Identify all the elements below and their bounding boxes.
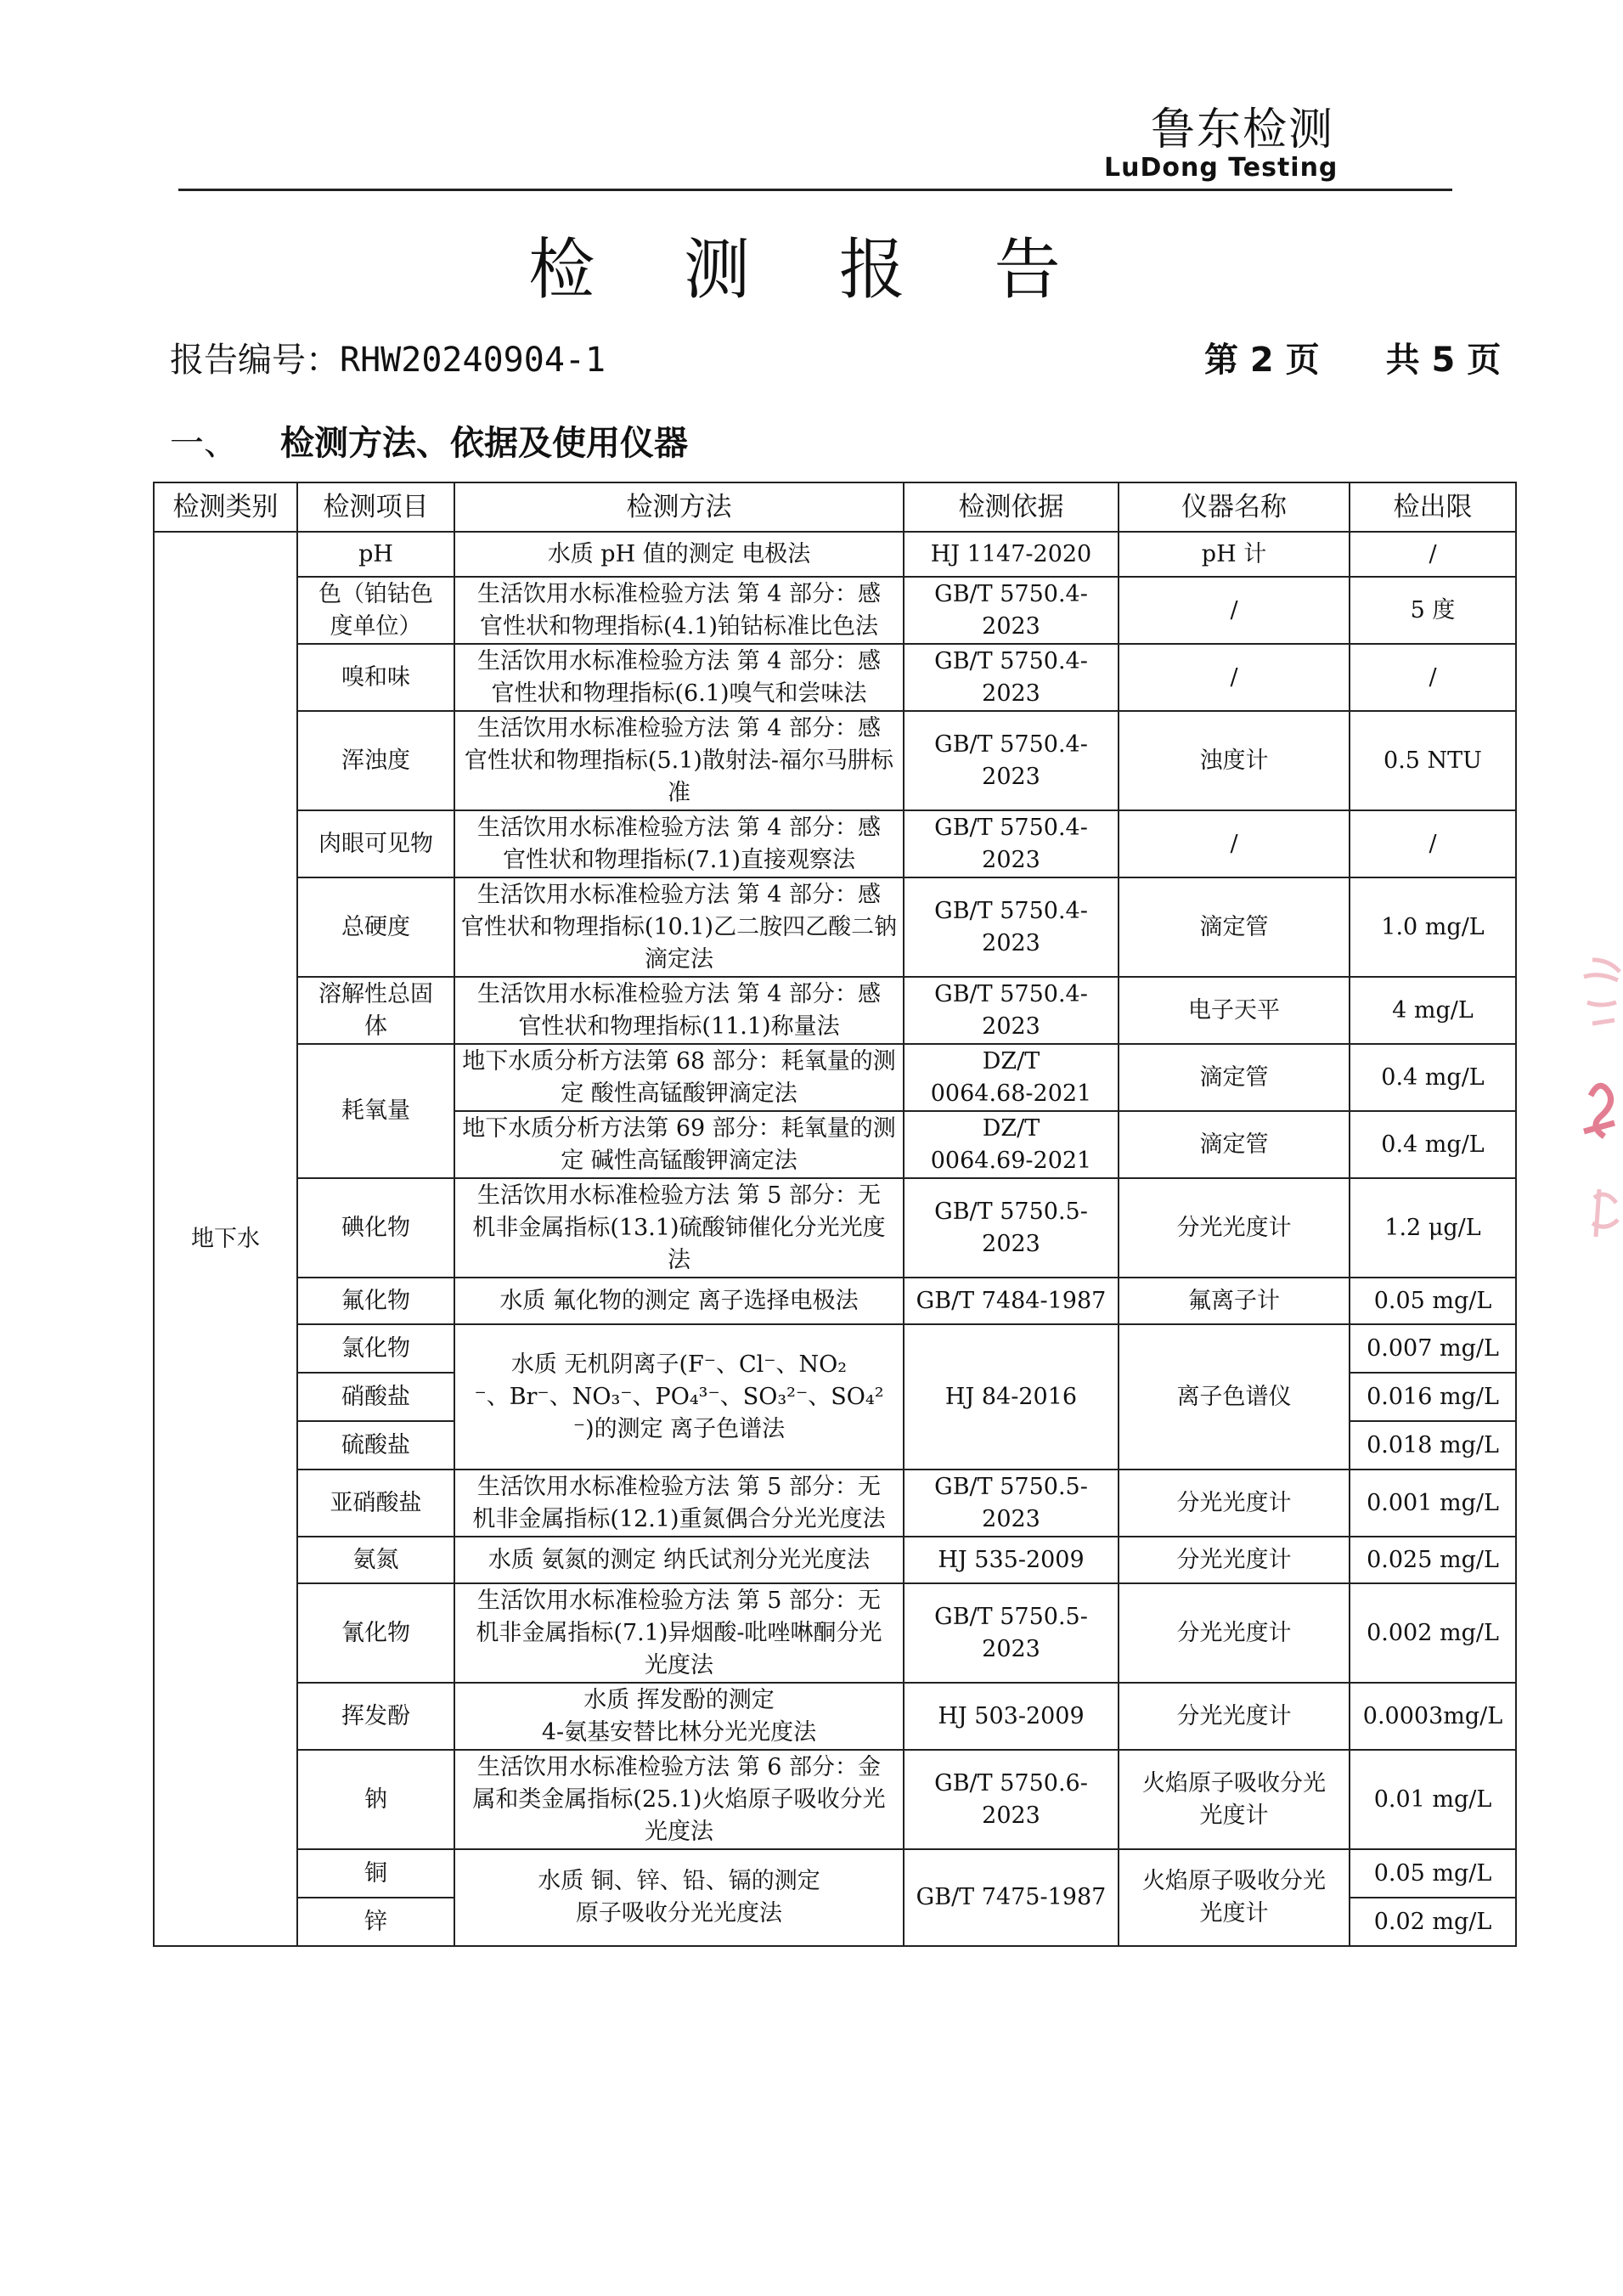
method-cell: 水质 无机阴离子(F⁻、Cl⁻、NO₂ ⁻、Br⁻、NO₃⁻、PO₄³⁻、SO₃²⁻、SO₄² ⁻)的测定 离子色谱法 [454, 1324, 904, 1470]
method-cell: 生活饮用水标准检验方法 第 4 部分：感 官性状和物理指标(7.1)直接观察法 [454, 810, 904, 877]
table-row [154, 532, 1516, 577]
limit-cell: 0.4 mg/L [1350, 1044, 1516, 1111]
table-row [154, 1470, 1516, 1537]
limit-cell: / [1350, 810, 1516, 877]
item-cell: 浑浊度 [297, 711, 454, 810]
item-cell: 碘化物 [297, 1178, 454, 1278]
table-row [154, 577, 1516, 644]
instrument-cell: 滴定管 [1119, 877, 1350, 977]
item-cell: pH [297, 532, 454, 577]
item-cell: 耗氧量 [297, 1044, 454, 1178]
table-row [154, 1178, 1516, 1278]
instrument-cell: / [1119, 810, 1350, 877]
current-page: 第 2 页 [1204, 341, 1320, 380]
table-row [154, 1750, 1516, 1849]
table-header-row [154, 482, 1516, 532]
column-header-instrument: 仪器名称 [1119, 482, 1350, 532]
instrument-cell: 分光光度计 [1119, 1470, 1350, 1537]
instrument-cell: 浊度计 [1119, 711, 1350, 810]
method-cell: 水质 氟化物的测定 离子选择电极法 [454, 1278, 904, 1324]
instrument-cell: pH 计 [1119, 532, 1350, 577]
standard-cell: GB/T 5750.4-2023 [904, 877, 1119, 977]
column-header-item: 检测项目 [297, 482, 454, 532]
methods-table [153, 482, 1517, 1947]
limit-cell: 0.0003mg/L [1350, 1683, 1516, 1750]
table-row [154, 1278, 1516, 1324]
report-number-value: RHW20240904-1 [340, 341, 606, 380]
header-divider [178, 189, 1452, 191]
table-row [154, 810, 1516, 877]
item-cell: 溶解性总固 体 [297, 977, 454, 1044]
item-cell: 总硬度 [297, 877, 454, 977]
table-row [154, 644, 1516, 711]
limit-cell: 0.05 mg/L [1350, 1278, 1516, 1324]
instrument-cell: 分光光度计 [1119, 1683, 1350, 1750]
item-cell: 铜 [297, 1849, 454, 1898]
standard-cell: GB/T 5750.5-2023 [904, 1470, 1119, 1537]
instrument-cell: 滴定管 [1119, 1111, 1350, 1178]
column-header-category: 检测类别 [154, 482, 297, 532]
limit-cell: 0.018 mg/L [1350, 1421, 1516, 1470]
brand-chinese-name: 鲁东检测 [1151, 104, 1335, 155]
limit-cell: 0.02 mg/L [1350, 1898, 1516, 1946]
standard-cell: GB/T 5750.6-2023 [904, 1750, 1119, 1849]
item-cell: 钠 [297, 1750, 454, 1849]
item-cell: 氰化物 [297, 1583, 454, 1683]
table-row [154, 1849, 1516, 1898]
table-row [154, 1583, 1516, 1683]
limit-cell: 0.01 mg/L [1350, 1750, 1516, 1849]
item-cell: 色（铂钴色 度单位） [297, 577, 454, 644]
standard-cell: HJ 1147-2020 [904, 532, 1119, 577]
method-cell: 生活饮用水标准检验方法 第 4 部分：感 官性状和物理指标(5.1)散射法-福尔马肼标准 [454, 711, 904, 810]
page-indicator [1204, 333, 1501, 381]
standard-cell: GB/T 5750.4-2023 [904, 711, 1119, 810]
table-row [154, 1683, 1516, 1750]
limit-cell: 0.007 mg/L [1350, 1324, 1516, 1373]
standard-cell: GB/T 5750.5-2023 [904, 1178, 1119, 1278]
method-cell: 水质 铜、锌、铅、镉的测定 原子吸收分光光度法 [454, 1849, 904, 1946]
standard-cell: DZ/T 0064.68-2021 [904, 1044, 1119, 1111]
item-cell: 亚硝酸盐 [297, 1470, 454, 1537]
table-row [154, 1044, 1516, 1111]
section-heading [170, 416, 688, 465]
standard-cell: GB/T 5750.4-2023 [904, 644, 1119, 711]
method-cell: 生活饮用水标准检验方法 第 6 部分：金 属和类金属指标(25.1)火焰原子吸收分光 光度法 [454, 1750, 904, 1849]
limit-cell: 0.016 mg/L [1350, 1373, 1516, 1421]
item-cell: 硝酸盐 [297, 1373, 454, 1421]
method-cell: 生活饮用水标准检验方法 第 4 部分：感 官性状和物理指标(6.1)嗅气和尝味法 [454, 644, 904, 711]
table-row [154, 1537, 1516, 1583]
item-cell: 氯化物 [297, 1324, 454, 1373]
brand-english-name: LuDong Testing [1104, 153, 1338, 183]
limit-cell: 0.002 mg/L [1350, 1583, 1516, 1683]
item-cell: 肉眼可见物 [297, 810, 454, 877]
method-cell: 地下水质分析方法第 69 部分：耗氧量的测 定 碱性高锰酸钾滴定法 [454, 1111, 904, 1178]
table-row [154, 1324, 1516, 1373]
instrument-cell: 分光光度计 [1119, 1583, 1350, 1683]
method-cell: 生活饮用水标准检验方法 第 4 部分：感 官性状和物理指标(10.1)乙二胺四乙酸二钠滴定法 [454, 877, 904, 977]
item-cell: 硫酸盐 [297, 1421, 454, 1470]
limit-cell: 1.0 mg/L [1350, 877, 1516, 977]
seal-stamp-fragment [1558, 943, 1623, 1266]
section-title: 检测方法、依据及使用仪器 [280, 424, 688, 463]
method-cell: 生活饮用水标准检验方法 第 5 部分：无 机非金属指标(12.1)重氮偶合分光光度法 [454, 1470, 904, 1537]
report-number [170, 333, 606, 381]
limit-cell: 0.001 mg/L [1350, 1470, 1516, 1537]
limit-cell: 5 度 [1350, 577, 1516, 644]
method-cell: 生活饮用水标准检验方法 第 4 部分：感 官性状和物理指标(11.1)称量法 [454, 977, 904, 1044]
table-row [154, 711, 1516, 810]
standard-cell: HJ 535-2009 [904, 1537, 1119, 1583]
standard-cell: GB/T 7484-1987 [904, 1278, 1119, 1324]
standard-cell: DZ/T 0064.69-2021 [904, 1111, 1119, 1178]
item-cell: 嗅和味 [297, 644, 454, 711]
table-row [154, 977, 1516, 1044]
document-title: 检 测 报 告 [528, 232, 1095, 308]
table-row [154, 877, 1516, 977]
instrument-cell: 离子色谱仪 [1119, 1324, 1350, 1470]
category-cell: 地下水 [154, 532, 297, 1946]
instrument-cell: 分光光度计 [1119, 1537, 1350, 1583]
instrument-cell: 分光光度计 [1119, 1178, 1350, 1278]
item-cell: 氟化物 [297, 1278, 454, 1324]
item-cell: 挥发酚 [297, 1683, 454, 1750]
method-cell: 地下水质分析方法第 68 部分：耗氧量的测 定 酸性高锰酸钾滴定法 [454, 1044, 904, 1111]
limit-cell: 0.025 mg/L [1350, 1537, 1516, 1583]
column-header-standard: 检测依据 [904, 482, 1119, 532]
item-cell: 氨氮 [297, 1537, 454, 1583]
method-cell: 水质 氨氮的测定 纳氏试剂分光光度法 [454, 1537, 904, 1583]
limit-cell: / [1350, 532, 1516, 577]
limit-cell: 0.5 NTU [1350, 711, 1516, 810]
limit-cell: 1.2 μg/L [1350, 1178, 1516, 1278]
method-cell: 水质 pH 值的测定 电极法 [454, 532, 904, 577]
standard-cell: GB/T 5750.4-2023 [904, 577, 1119, 644]
limit-cell: 0.4 mg/L [1350, 1111, 1516, 1178]
item-cell: 锌 [297, 1898, 454, 1946]
instrument-cell: 电子天平 [1119, 977, 1350, 1044]
limit-cell: 0.05 mg/L [1350, 1849, 1516, 1898]
method-cell: 生活饮用水标准检验方法 第 4 部分：感 官性状和物理指标(4.1)铂钴标准比色法 [454, 577, 904, 644]
instrument-cell: 氟离子计 [1119, 1278, 1350, 1324]
method-cell: 生活饮用水标准检验方法 第 5 部分：无 机非金属指标(7.1)异烟酸-吡唑啉酮分光 光度法 [454, 1583, 904, 1683]
standard-cell: GB/T 5750.4-2023 [904, 810, 1119, 877]
total-pages: 共 5 页 [1385, 341, 1502, 380]
column-header-method: 检测方法 [454, 482, 904, 532]
instrument-cell: / [1119, 644, 1350, 711]
section-number: 一、 [170, 424, 238, 463]
instrument-cell: 滴定管 [1119, 1044, 1350, 1111]
instrument-cell: 火焰原子吸收分光 光度计 [1119, 1750, 1350, 1849]
standard-cell: GB/T 7475-1987 [904, 1849, 1119, 1946]
method-cell: 水质 挥发酚的测定 4-氨基安替比林分光光度法 [454, 1683, 904, 1750]
instrument-cell: / [1119, 577, 1350, 644]
standard-cell: HJ 503-2009 [904, 1683, 1119, 1750]
method-cell: 生活饮用水标准检验方法 第 5 部分：无 机非金属指标(13.1)硫酸铈催化分光光度 法 [454, 1178, 904, 1278]
report-number-label: 报告编号： [170, 341, 340, 380]
limit-cell: / [1350, 644, 1516, 711]
instrument-cell: 火焰原子吸收分光 光度计 [1119, 1849, 1350, 1946]
limit-cell: 4 mg/L [1350, 977, 1516, 1044]
standard-cell: GB/T 5750.5-2023 [904, 1583, 1119, 1683]
standard-cell: GB/T 5750.4-2023 [904, 977, 1119, 1044]
standard-cell: HJ 84-2016 [904, 1324, 1119, 1470]
column-header-limit: 检出限 [1350, 482, 1516, 532]
